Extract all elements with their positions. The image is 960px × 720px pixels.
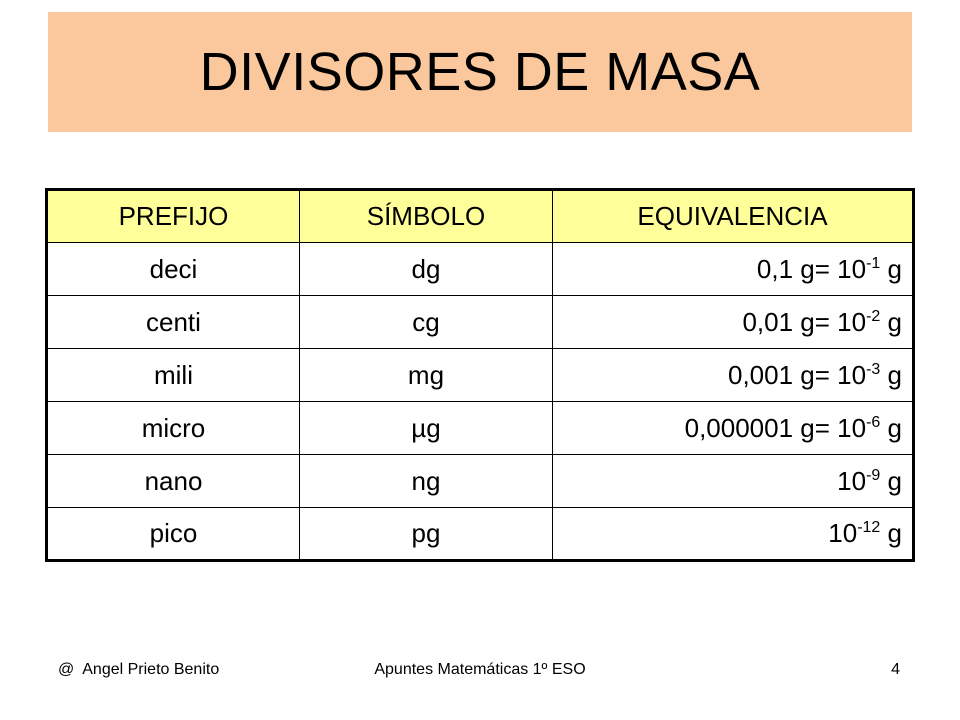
column-header-prefix: PREFIJO xyxy=(47,190,300,243)
equivalence-decimal: 0,000001 g= xyxy=(684,412,838,443)
equivalence-cell xyxy=(553,455,914,508)
unit: g xyxy=(880,412,902,443)
prefix-cell: micro xyxy=(47,402,300,455)
power-exponent: -6 xyxy=(866,413,881,431)
unit: g xyxy=(880,518,902,548)
power-exponent: -3 xyxy=(866,360,881,378)
footer-author: @ Angel Prieto Benito xyxy=(58,661,220,678)
power-exponent: -1 xyxy=(866,254,881,272)
prefix-cell: deci xyxy=(47,243,300,296)
equivalence-decimal: 0,01 g= xyxy=(742,306,838,337)
unit: g xyxy=(880,359,902,390)
power-base: 10 xyxy=(837,412,867,443)
equivalence-cell xyxy=(553,349,914,402)
unit: g xyxy=(880,253,902,284)
footer-page-number: 4 xyxy=(891,661,900,678)
equivalence-cell xyxy=(553,296,914,349)
mass-divisors-table xyxy=(45,188,915,562)
symbol-cell: ng xyxy=(299,455,552,508)
equivalence-cell xyxy=(553,508,914,561)
power-base: 10 xyxy=(828,518,858,548)
unit: g xyxy=(880,465,902,496)
symbol-cell: dg xyxy=(299,243,552,296)
power-base: 10 xyxy=(837,253,867,284)
equivalence-decimal: 0,001 g= xyxy=(728,359,838,390)
unit: g xyxy=(880,306,902,337)
power-exponent: -2 xyxy=(866,307,881,325)
table-row xyxy=(47,402,914,455)
title-banner xyxy=(48,12,912,132)
table-row xyxy=(47,349,914,402)
power-exponent: -9 xyxy=(866,466,881,484)
symbol-cell: µg xyxy=(299,402,552,455)
prefix-cell: mili xyxy=(47,349,300,402)
prefix-cell: nano xyxy=(47,455,300,508)
symbol-cell: pg xyxy=(299,508,552,561)
symbol-cell: cg xyxy=(299,296,552,349)
power-base: 10 xyxy=(837,465,867,496)
column-header-equivalence: EQUIVALENCIA xyxy=(553,190,914,243)
table-row xyxy=(47,455,914,508)
power-base: 10 xyxy=(837,306,867,337)
table-row xyxy=(47,243,914,296)
equivalence-decimal: 0,1 g= xyxy=(756,253,838,284)
prefix-cell: centi xyxy=(47,296,300,349)
prefix-cell: pico xyxy=(47,508,300,561)
equivalence-cell xyxy=(553,402,914,455)
table-header-row xyxy=(47,190,914,243)
equivalence-cell xyxy=(553,243,914,296)
table-row xyxy=(47,296,914,349)
page-title: DIVISORES DE MASA xyxy=(199,42,761,102)
symbol-cell: mg xyxy=(299,349,552,402)
table-row xyxy=(47,508,914,561)
column-header-symbol: SÍMBOLO xyxy=(299,190,552,243)
power-base: 10 xyxy=(837,359,867,390)
footer-course: Apuntes Matemáticas 1º ESO xyxy=(374,661,586,678)
power-exponent: -12 xyxy=(857,519,881,536)
